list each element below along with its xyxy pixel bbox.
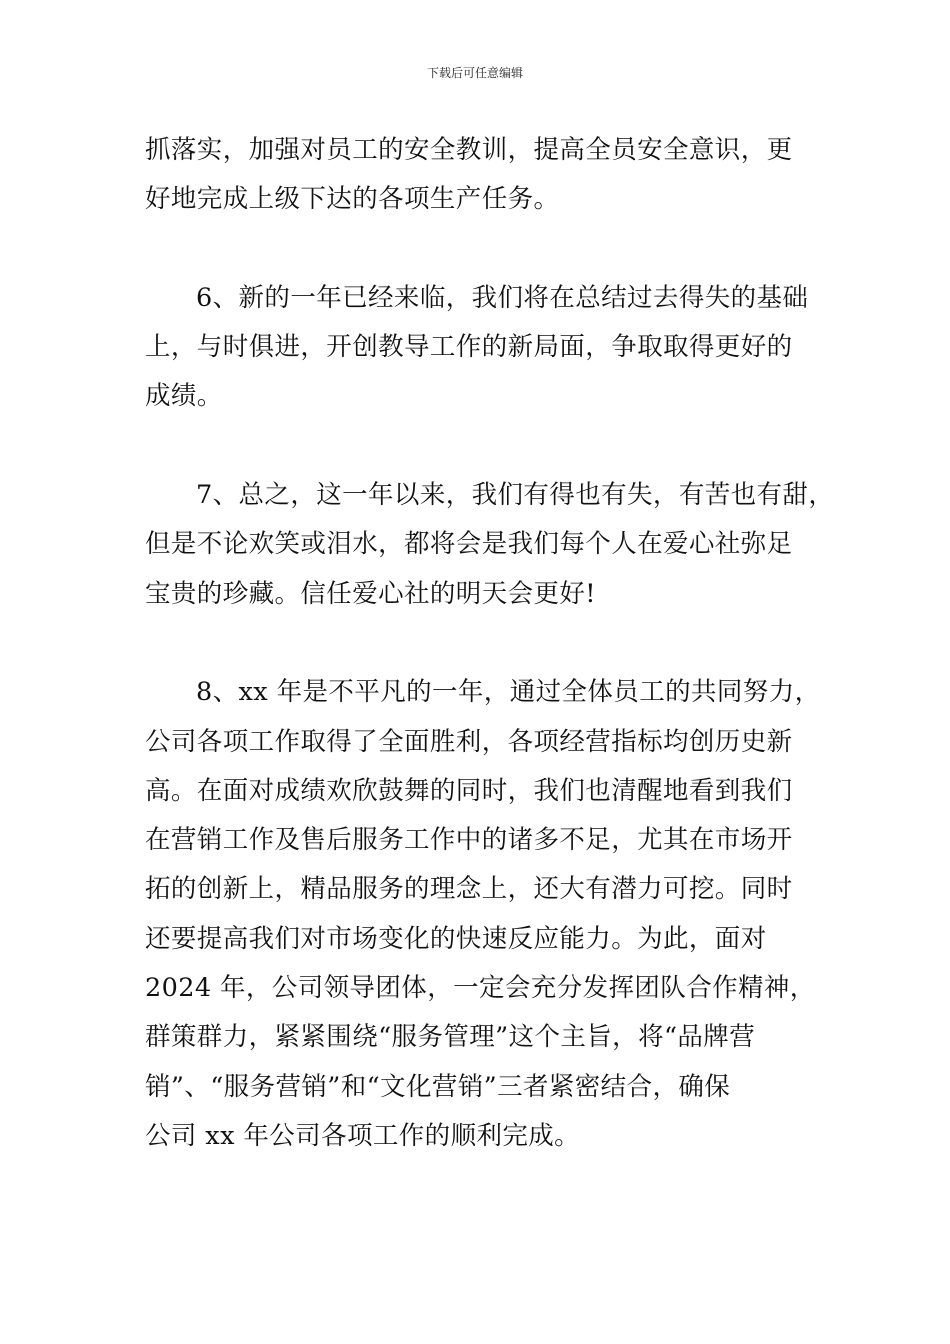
text-line: 销”、“服务营销”和“文化营销”三者紧密结合，确保 (145, 1071, 731, 1102)
text-line: 公司 xx 年公司各项工作的顺利完成。 (145, 1120, 581, 1151)
text-line: 抓落实，加强对员工的安全教训，提高全员安全意识，更 (145, 135, 793, 165)
paragraph-8 (145, 668, 821, 1161)
paragraph-spacer (145, 619, 815, 668)
text-line: 还要提高我们对市场变化的快速反应能力。为此，面对 (145, 923, 767, 954)
text-line: 6、新的一年已经来临，我们将在总结过去得失的基础 (196, 282, 809, 313)
page-header: 下载后可任意编辑 (426, 66, 523, 80)
text-line: 高。在面对成绩欢欣鼓舞的同时，我们也清醒地看到我们 (145, 775, 793, 806)
paragraph-spacer (145, 225, 815, 274)
text-line: 7、总之，这一年以来，我们有得也有失，有苦也有甜， (196, 480, 835, 511)
text-line: 宝贵的珍藏。信任爱心社的明天会更好! (145, 578, 596, 609)
paragraph-7 (145, 471, 835, 619)
paragraph-continuation (145, 126, 815, 225)
text-line: 2024 年，公司领导团体，一定会充分发挥团队合作精神， (145, 973, 816, 1004)
paragraph-spacer (145, 422, 815, 471)
paragraph-6 (145, 274, 815, 422)
text-line: 好地完成上级下达的各项生产任务。 (145, 184, 560, 215)
text-line: 在营销工作及售后服务工作中的诸多不足，尤其在市场开 (145, 825, 793, 856)
document-body (145, 126, 835, 1161)
text-line: 8、xx 年是不平凡的一年，通过全体员工的共同努力， (196, 677, 821, 708)
text-line: 拓的创新上，精品服务的理念上，还大有潜力可挖。同时 (145, 874, 793, 905)
text-line: 群策群力，紧紧围绕“服务管理”这个主旨，将“品牌营 (145, 1022, 756, 1053)
text-line: 但是不论欢笑或泪水，都将会是我们每个人在爱心社弥足 (145, 529, 793, 560)
text-line: 上，与时俱进，开创教导工作的新局面，争取取得更好的 (145, 332, 793, 363)
text-line: 公司各项工作取得了全面胜利，各项经营指标均创历史新 (145, 726, 793, 757)
text-line: 成绩。 (145, 381, 223, 412)
